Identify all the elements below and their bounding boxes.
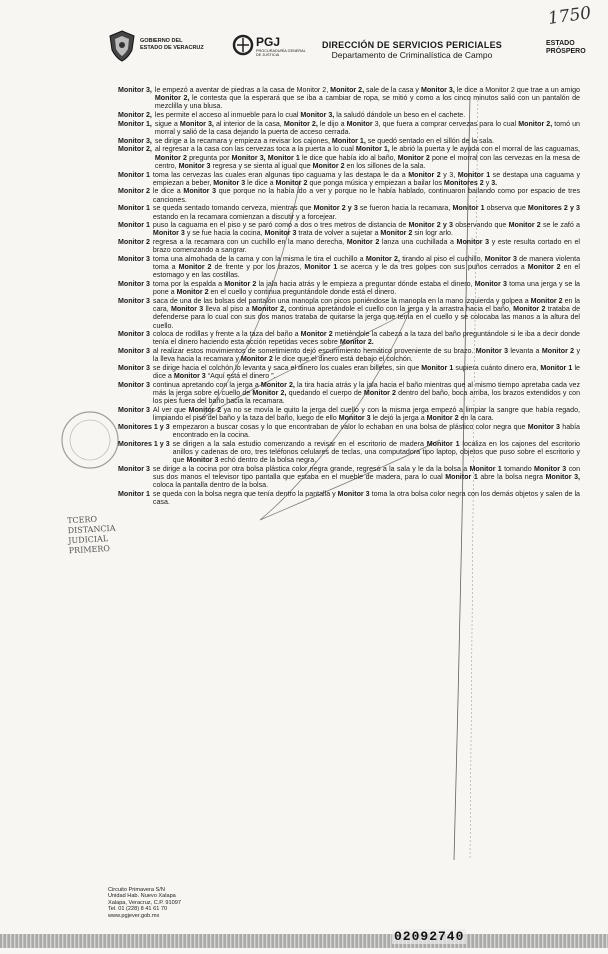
footer-line-2: Unidad Hab. Nuevo Xalapa [108,893,176,900]
entry-speaker: Monitor 2, [118,145,152,154]
entry-text: saca de una de las bolsas del pantalón una manopla con picos poniéndose la manopla en la mano izquierda y golpea a Monitor 2 en la cara, Monitor 3 lleva al piso a Monitor 2, continua apretándole el cuello con la jerga y la arrastra hacia el baño, Monitor 2 trataba de defenderse para lo cual con sus dos manos trataba de quitarse la jerga que tenía en el cuello y se colocaba las manos a la altura del cuello. [152,297,581,330]
entry-text: continua apretando con la jerga a Monitor 2, la tira hacia atrás y la jala hacia el baño mientras que al mismo tiempo apretaba cada vez más la jerga sobre el cuello de Monitor 2, quedando el cuerpo de Monitor 2 dentro del baño, boca arriba, los brazos extendidos y con los pies fuera del baño hacia la recamara. [152,380,581,406]
entry-text: al realizar estos movimientos de sometimiento dejó escurrimiento hemático proveniente de su brazo. Monitor 3 levanta a Monitor 2 y la lleva hacia la recamara y Monitor 2 le dice que el dinero está debajo el colchón. [152,347,580,364]
entry-text: le empezó a aventar de piedras a la casa de Monitor 2, Monitor 2, sale de la casa y Monitor 3, le dice a Monitor 2 que trae a un amigo Monitor 2, le contesta que la esperará que se iba a cambiar de ropa, se mitió y como a los cinco minutos salió con un pantalón de mezclilla y una blusa. [154,86,580,111]
gov-line-2: ESTADO DE VERACRUZ [140,44,204,51]
entry-speaker: Monitor 3 [118,380,150,389]
document-number: 02092740 [394,929,465,944]
entry-speaker: Monitor 2 [118,187,150,196]
entry-speaker: Monitor 2 [118,238,150,247]
entry-speaker: Monitor 1 [118,170,150,179]
entry-speaker: Monitor 3 [118,364,150,373]
directorate-title: DIRECCIÓN DE SERVICIOS PERICIALES [322,40,502,50]
entry-speaker: Monitor 3 [118,347,150,356]
handwritten-folio: 1750 [546,3,593,29]
entry-speaker: Monitor 3 [118,280,150,289]
entry-speaker: Monitor 3, [118,86,152,94]
entry-text: se dirige a la recamara y empieza a revisar los cajones, Monitor 1, se quedó sentado en el sillón de la sala. [154,136,494,145]
entry-text: se queda sentado tomando cerveza, mientras que Monitor 2 y 3 se fueron hacia la recamara, Monitor 1 observa que Monitores 2 y 3 estando en la recamara comienzan a discutir y a forcejear. [152,204,580,221]
entry-text: al regresar a la casa con las cervezas toca a la puerta a lo cual Monitor 1, le abrió la puerta y le ayuda con el morral de las caguamas, Monitor 2 pregunta por Monitor 3, Monitor 1 le dice que había ido al baño, Monitor 2 pone el morral con las cervezas en la mesa de centro, Monitor 3 regresa y se sienta al igual que Monitor 2 en los sillones de la sala. [154,145,581,170]
footer-line-3: Xalapa, Veracruz, C.P. 91097 [108,899,181,906]
entry-speaker: Monitor 1 [118,489,150,498]
footer-line-5: www.pgjever.gob.mx [108,912,160,919]
entry-speaker: Monitor 3 [118,406,150,415]
entry-text: Al ver que Monitor 2 ya no se movía le quito la jerga del cuello y con la misma jerga empezó a limpiar la sangre que había regado, limpiando el piso del baño y la taza del baño, luego de ello Monitor 3 le dejó la jerga a Monitor 2 en la cara. [152,406,580,423]
entry-speaker: Monitor 3 [118,255,150,264]
entry-speaker: Monitor 2, [118,111,152,120]
entry-text: toma las cervezas las cuales eran algunas tipo caguama y las destapa le da a Monitor 2 y 3, Monitor 1 se destapa una caguama y empiezan a beber, Monitor 3 le dice a Monitor 2 que ponga música y empiezan a bailar los Monitores 2 y 3. [152,170,581,187]
stamp-line-4: PRIMERO [68,544,111,556]
entry-speaker: Monitor 3, [118,136,152,145]
estado-line-1: ESTADO [546,40,575,47]
entry-text: puso la caguama en el piso y se paró como a dos o tres metros de distancia de Monitor 2 y 3 observando que Monitor 2 se le zafó a Monitor 3 y se fue hacia la cocina, Monitor 3 trata de volver a sujetar a Monitor 2 sin logr arlo. [152,221,580,238]
pgj-title: PGJ [256,35,281,49]
entry-speaker: Monitores 1 y 3 [118,422,170,431]
entry-speaker: Monitor 3 [118,330,150,339]
department-title: Departamento de Criminalística de Campo [331,50,493,60]
entry-text: toma una almohada de la cama y con la misma le tira el cuchillo a Monitor 2, tirando al piso el cuchillo, Monitor 3 de manera violenta toma a Monitor 2 de frente y por los brazos, Monitor 1 se acerca y le da tres golpes con sus puños cerrados a Monitor 2 en el estomago y en las costillas. [152,255,581,280]
stamp-line-3: JUDICIAL [68,534,109,546]
entry-text: toma por la espalda a Monitor 2 la jala hacia atrás y le empieza a preguntar dónde estaba el dinero, Monitor 3 toma una jerga y se la pone a Monitor 2 en el cuello y continua preguntándole donde está el dinero. [152,280,580,297]
entry-text: se queda con la bolsa negra que tenía dentro la pantalla y Monitor 3 toma la otra bolsa color negra con los demás objetos y salen de la casa. [152,489,580,507]
entry-speaker: Monitor 1 [118,204,150,213]
entry-text: les permite el acceso al inmueble para lo cual Monitor 3, la saludó dándole un beso en el cachete. [154,111,466,120]
scan-barcode-strip [0,934,608,948]
entry-speaker: Monitores 1 y 3 [118,439,170,448]
footer-line-1: Circuito Primavera S/N [108,887,165,893]
estado-line-2: PRÓSPERO [546,48,586,55]
entry-speaker: Monitor 3 [118,464,150,473]
entry-text: regresa a la recamara con un cuchillo en la mano derecha, Monitor 2 lanza una cuchillada a Monitor 3 y este resulta cortado en el brazo comenzando a sangrar. [152,238,580,255]
pgj-subtitle-1: PROCURADURÍA GENERAL [256,49,306,53]
address-footer [108,887,181,919]
stamp-line-2: DISTANCIA [67,523,116,536]
stamp-line-1: TCERO [66,514,98,526]
entry-text: sigue a Monitor 3, al interior de la casa, Monitor 2, le dijo a Monitor 3, que fuera a comprar cervezas para lo cual Monitor 2, tomó un morral y salió de la casa dejando la puerta de acceso cerrada. [154,119,580,136]
entry-text: se dirige hacia el colchón lo levanta y saca el dinero los cuales eran billetes, sin que Monitor 1 supiera cuánto dinero era, Monitor 1 le dice a Monitor 3 “Aquí está el dinero ”. [152,364,580,381]
entry-text: empezaron a buscar cosas y lo que encontraban de valor lo echaban en una bolsa de plástico color negra que Monitor 3 había encontrado en la cocina. [172,422,580,440]
gov-line-1: GOBIERNO DEL [140,38,183,44]
entry-text: se dirige a la cocina por otra bolsa plástica color negra grande, regresó a la sala y le da la bolsa a Monitor 1 tomando Monitor 3 con sus dos manos el televisor tipo pantalla que estaba en el mueble de madera, para lo cual Monitor 1 abre la bolsa negra Monitor 3, coloca la pantalla dentro de la bolsa. [152,464,581,490]
entry-speaker: Monitor 1 [118,221,150,230]
entry-text: se dirigen a la sala estudio comenzando a revisar en el escritorio de madera Monitor 1 localiza en los cajones del escritorio anillos y cadenas de oro, tres teléfonos celulares de teclas, una computadora tipo laptop, objetos que puso sobre el escritorio y que Monitor 3 echó dentro de la bolsa negra. [172,439,581,465]
entry-speaker: Monitor 1, [118,119,152,128]
entry-speaker: Monitor 3 [118,297,150,306]
entry-text: coloca de rodillas y frente a la taza del baño a Monitor 2 metiéndole la cabeza a la taza del baño preguntándole si le iba a decir donde tenía el dinero haciendo esta acción repetidas veces sobre Monitor 2. [152,330,580,347]
footer-line-4: Tel. 01 (228) 8 41 61 70 [108,906,168,913]
pgj-subtitle-2: DE JUSTICIA [256,53,280,58]
entry-text: le dice a Monitor 3 que porque no la había ido a ver y porque no le había hablado, continuaron bailando como por espacio de tres canciones. [152,187,581,204]
